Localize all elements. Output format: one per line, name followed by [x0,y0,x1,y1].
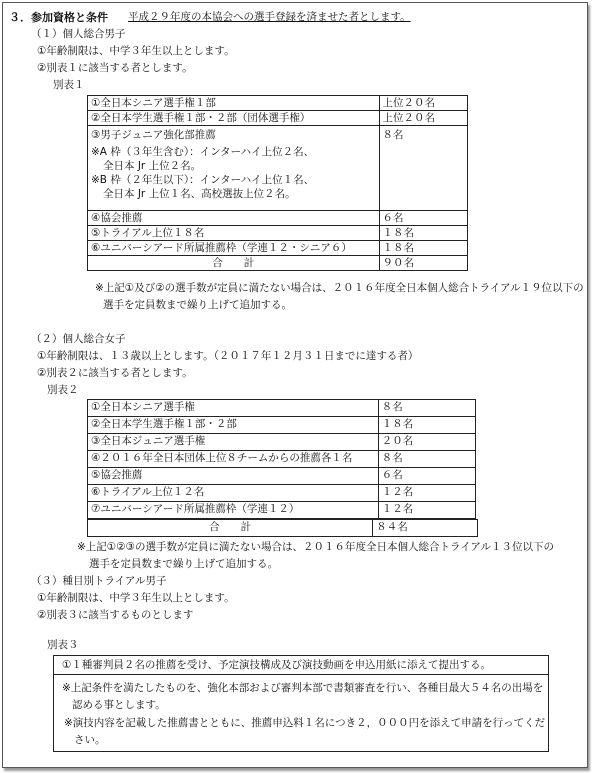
table2-footnote: ※上記①②③の選手数が定員に満たない場合は、２０１６年度全日本個人総合トライアル１３位以下の [77,541,554,553]
event-age-condition: ①年齢制限は、中学３年生以上とします。 [37,592,235,604]
junior-note-b: ※B 枠（２年生以下）：インターハイ上位１名、 [91,174,315,186]
row-label: ⑥ユニバーシアード所属推薦枠（学連１２・シニア６） [88,241,380,256]
table-row [88,111,468,126]
row-value: ６名 [378,468,475,485]
total-label: 合 計 [88,256,380,271]
total-label: 合 計 [88,520,373,537]
total-value: ８４名 [373,520,478,537]
table-row [88,502,476,519]
total-row [88,256,468,271]
junior-note-b-cont: 全日本 Jr 上位１名、高校選抜上位２名。 [103,188,296,200]
row-label: ④協会推薦 [88,211,380,226]
table1-footnote-cont: 選手を定員数まで繰り上げて追加する。 [103,299,292,311]
row-label: ⑤協会推薦 [88,468,379,485]
event-table-condition: ②別表３に該当するものとします [37,609,194,621]
row-value: ２０名 [378,434,475,451]
table-row [88,241,468,256]
row-label: ⑦ユニバーシアード所属推薦枠（学連１２） [88,502,379,519]
row-label: ⑤トライアル上位１８名 [88,226,380,241]
table-row [88,451,476,468]
row-value: ８名 [379,126,467,211]
row-label: ①全日本シニア選手権１部 [88,96,380,111]
row-label: ②全日本学生選手権１部・２部（団体選手権） [88,111,380,126]
table3-row-text: ①１種審判員２名の推薦を受け、予定演技構成及び演技動画を申込用紙に添えて提出する。 [62,659,491,671]
women-allround-heading: （２）個人総合女子 [31,333,126,345]
row-label: ③男子ジュニア強化部推薦 [91,129,216,141]
row-value: １８名 [379,241,467,256]
row-value: ６名 [379,211,467,226]
total-value: ９０名 [379,256,467,271]
table-row [88,211,468,226]
table-row [88,485,476,502]
table1 [87,95,468,271]
table1-footnote: ※上記①及び②の選手数が定員に満たない場合は、２０１６年度全日本個人総合トライアル１９位以下の [95,282,584,294]
men-age-condition: ①年齢制限は、中学３年生以上とします。 [37,45,235,57]
junior-cell [88,126,380,211]
section-intro: 平成２９年度の本協会への選手登録を済ませた者とします。 [128,11,411,23]
row-label: ④２０１６年全日本団体上位８チームからの推薦各１名 [88,451,379,468]
women-table-condition: ②別表２に該当する者とします。 [37,367,193,379]
table2-footnote-cont: 選手を定員数まで繰り上げて追加する。 [89,558,278,570]
men-table-condition: ②別表１に該当する者とします。 [37,62,193,74]
table2 [87,399,476,519]
document-page [2,2,588,768]
table3-note2: ※演技内容を記載した推薦書とともに、推薦申込料１名につき２，０００円を添えて申請を行ってくだ [64,717,546,729]
junior-note-a-cont: 全日本 Jr 上位２名。 [103,160,202,172]
row-value: １８名 [379,226,467,241]
row-label: ①全日本シニア選手権 [88,400,379,417]
table-row [88,226,468,241]
row-value: ８名 [378,451,475,468]
row-label: ⑥トライアル上位１２名 [88,485,379,502]
table-row [88,468,476,485]
table1-label: 別表１ [53,79,85,91]
table2-label: 別表２ [47,384,79,396]
table-row [88,400,476,417]
table2-total [87,519,478,537]
table3-note1-cont: 認める事とします。 [72,699,166,711]
men-allround-heading: （１）個人総合男子 [31,28,126,40]
men-event-heading: （３）種目別トライアル男子 [31,575,167,587]
table3-row [53,655,549,675]
table-row [88,96,468,111]
table3-note2-cont: さい。 [74,734,106,746]
row-value: 上位２０名 [379,96,467,111]
section-heading: ３．参加資格と条件 [9,11,108,24]
table-row [88,417,476,434]
row-label: ②全日本学生選手権１部・２部 [88,417,379,434]
row-value: １８名 [378,417,475,434]
row-value: ８名 [378,400,475,417]
row-label: ③全日本ジュニア選手権 [88,434,379,451]
table-row [88,126,468,211]
row-value: １２名 [378,485,475,502]
table-row [88,434,476,451]
table3-notes [53,674,549,752]
table3-label: 別表３ [47,639,79,651]
women-age-condition: ①年齢制限は、１３歳以上とします。（２０１７年１２月３１日までに達する者） [37,350,419,362]
table3-note1: ※上記条件を満たしたものを、強化本部および審判本部で書類審査を行い、各種目最大５４名の出場を [62,682,544,694]
row-value: 上位２０名 [379,111,467,126]
row-value: １２名 [378,502,475,519]
total-row [88,520,478,537]
junior-note-a: ※A 枠（３年生含む）：インターハイ上位２名、 [91,146,315,158]
